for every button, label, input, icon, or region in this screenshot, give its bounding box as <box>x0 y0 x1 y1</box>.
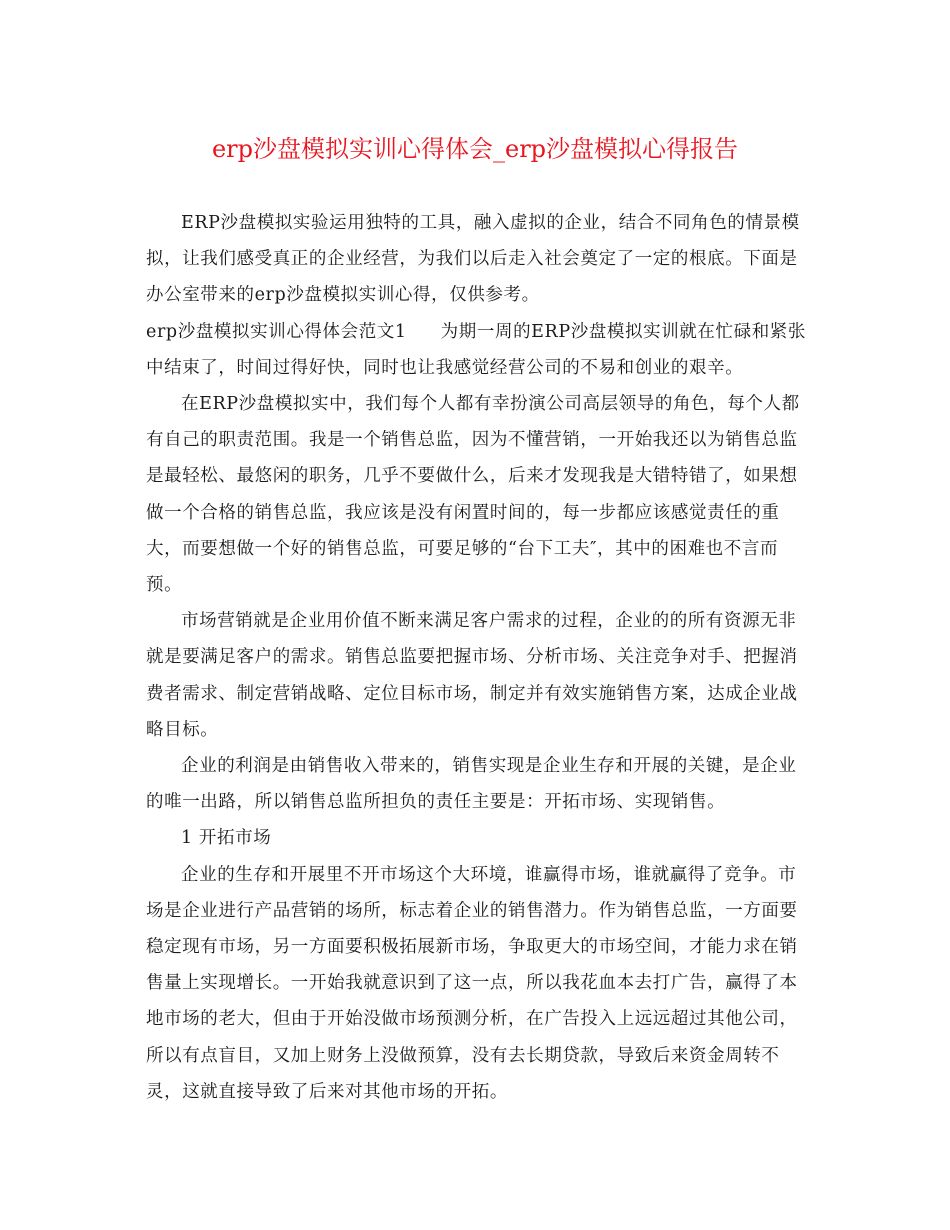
paragraph-profit: 企业的利润是由销售收入带来的，销售实现是企业生存和开展的关键，是企业的唯一出路，所以销售总监所担负的责任主要是：开拓市场、实现销售。 <box>146 756 797 813</box>
paragraph-market: 企业的生存和开展里不开市场这个大环境，谁赢得市场，谁就赢得了竞争。市场是企业进行产品营销的场所，标志着企业的销售潜力。作为销售总监，一方面要稳定现有市场，另一方面要积极拓展新市场，争取更大的市场空间，才能力求在销售量上实现增长。一开始我就意识到了这一点，所以我花血本去打广告，赢得了本地市场的老大，但由于开始没做市场预测分析，在广告投入上远远超过其他公司，所以有点盲目，又加上财务上没做预算，没有去长期贷款，导致后来资金周转不灵，这就直接导致了后来对其他市场的开拓。 <box>146 864 798 1102</box>
section-heading-1: 1 开拓市场 <box>181 828 272 849</box>
document-body <box>146 205 810 1110</box>
paragraph-marketing: 市场营销就是企业用价值不断来满足客户需求的过程，企业的的所有资源无非就是要满足客户的需求。销售总监要把握市场、分析市场、关注竞争对手、把握消费者需求、制定营销战略、定位目标市场，制定并有效实施销售方案，达成企业战略目标。 <box>146 611 798 740</box>
document-title: erp沙盘模拟实训心得体会_erp沙盘模拟心得报告 <box>211 135 739 163</box>
paragraph-intro: ERP沙盘模拟实验运用独特的工具，融入虚拟的企业，结合不同角色的情景模拟，让我们感受真正的企业经营，为我们以后走入社会奠定了一定的根底。下面是办公室带来的erp沙盘模拟实训心得，仅供参考。 <box>146 213 800 306</box>
paragraph-sample <box>146 314 810 386</box>
sample-opening: 为期一周的ERP沙盘模拟实训就在忙碌和紧张中结束了，时间过得好快，同时也让我感觉经营公司的不易和创业的艰辛。 <box>146 321 806 378</box>
paragraph-role: 在ERP沙盘模拟实中，我们每个人都有幸扮演公司高层领导的角色，每个人都有自己的职责范围。我是一个销售总监，因为不懂营销，一开始我还以为销售总监是最轻松、最悠闲的职务，几乎不要做什么，后来才发现我是大错特错了，如果想做一个合格的销售总监，我应该是没有闲置时间的，每一步都应该感觉责任的重大，而要想做一个好的销售总监，可要足够的“台下工夫″，其中的困难也不言而预。 <box>146 394 800 596</box>
sample-heading: erp沙盘模拟实训心得体会范文1 <box>146 321 407 342</box>
